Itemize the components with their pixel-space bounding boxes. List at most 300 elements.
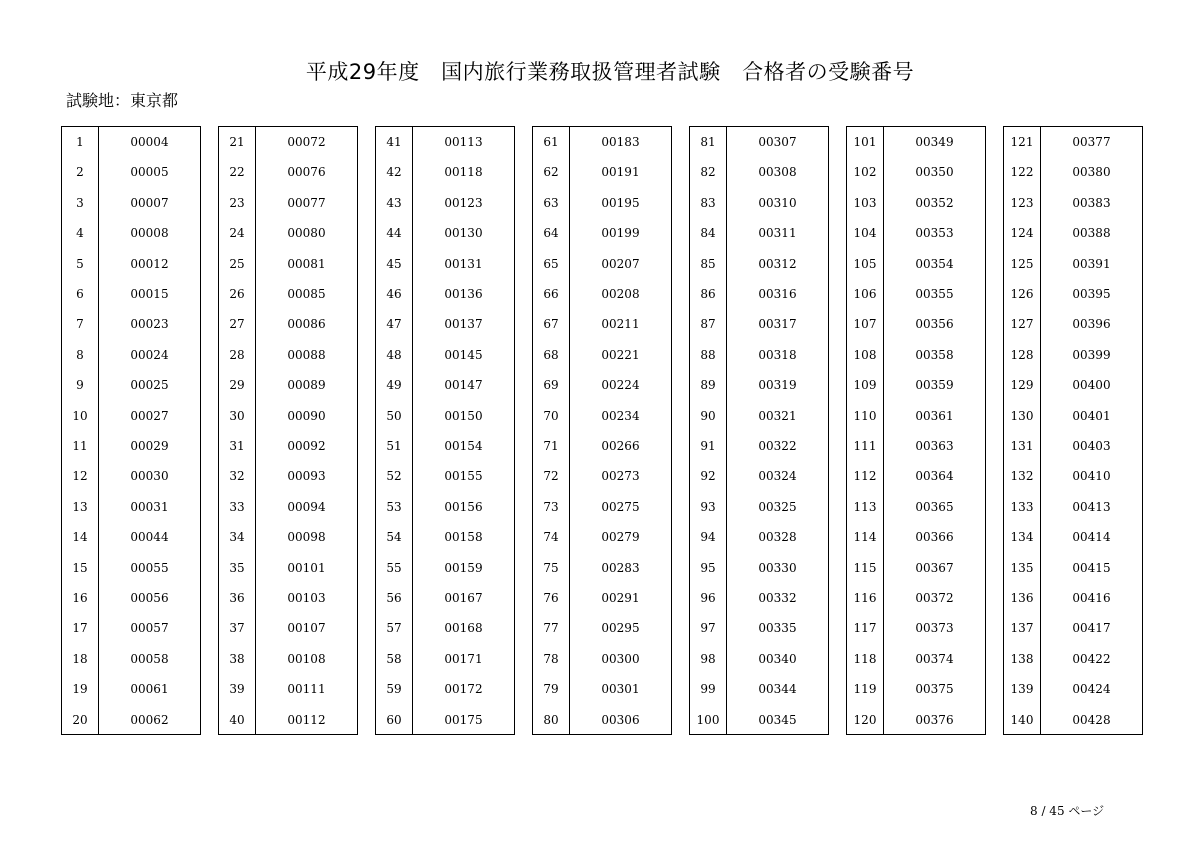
row-index: 97 (700, 621, 716, 636)
row-index: 78 (543, 651, 559, 666)
table-row (690, 705, 828, 735)
row-index: 85 (700, 256, 716, 271)
table-row (690, 522, 828, 552)
exam-number: 00234 (601, 408, 640, 423)
exam-number: 00111 (287, 682, 326, 697)
exam-number: 00175 (444, 712, 483, 727)
table-row (533, 674, 671, 704)
exam-number: 00358 (915, 347, 954, 362)
table-row (62, 309, 200, 339)
row-index: 51 (386, 439, 402, 453)
number-column (846, 126, 986, 735)
table-row (219, 431, 357, 461)
row-index: 107 (853, 317, 877, 332)
row-index: 91 (700, 439, 716, 453)
exam-number: 00308 (758, 165, 797, 180)
exam-number: 00093 (287, 469, 326, 484)
exam-number: 00005 (130, 165, 169, 180)
exam-number: 00057 (130, 621, 169, 636)
exam-number: 00324 (758, 469, 797, 484)
exam-number: 00316 (758, 287, 797, 301)
exam-number: 00076 (287, 165, 326, 180)
exam-number: 00349 (915, 135, 954, 149)
row-index: 106 (853, 287, 877, 301)
exam-number: 00403 (1072, 439, 1111, 453)
exam-number: 00015 (130, 287, 169, 301)
table-row (62, 188, 200, 218)
table-row (62, 705, 200, 735)
table-row (376, 431, 514, 461)
table-row (376, 370, 514, 400)
row-index: 47 (386, 317, 402, 332)
row-index: 87 (700, 317, 716, 332)
row-index: 113 (853, 499, 877, 514)
row-index: 38 (229, 651, 245, 666)
row-index: 120 (853, 712, 877, 727)
exam-number: 00366 (915, 530, 954, 545)
row-index: 56 (386, 591, 402, 605)
table-row (847, 644, 985, 674)
table-row (1004, 309, 1142, 339)
row-index: 94 (700, 530, 716, 545)
table-row (690, 431, 828, 461)
row-index: 46 (386, 287, 402, 301)
row-index: 35 (229, 560, 245, 575)
exam-number: 00354 (915, 256, 954, 271)
exam-number: 00113 (444, 135, 483, 149)
table-row (1004, 370, 1142, 400)
exam-number: 00322 (758, 439, 797, 453)
table-row (847, 583, 985, 613)
table-row (219, 492, 357, 522)
table-row (1004, 401, 1142, 431)
table-row (219, 644, 357, 674)
table-row (62, 401, 200, 431)
row-index: 45 (386, 256, 402, 271)
table-row (376, 340, 514, 370)
row-index: 72 (543, 469, 559, 484)
exam-number: 00092 (287, 439, 326, 453)
row-index: 75 (543, 560, 559, 575)
table-row (690, 674, 828, 704)
row-index: 60 (386, 712, 402, 727)
exam-number: 00044 (130, 530, 169, 545)
exam-number: 00325 (758, 499, 797, 514)
row-index: 74 (543, 530, 559, 545)
row-index: 86 (700, 287, 716, 301)
row-index: 130 (1010, 408, 1034, 423)
row-index: 71 (543, 439, 559, 453)
table-row (1004, 218, 1142, 248)
exam-number: 00279 (601, 530, 640, 545)
row-index: 109 (853, 378, 877, 393)
exam-number: 00391 (1072, 256, 1111, 271)
row-index: 6 (76, 287, 84, 301)
table-row (847, 249, 985, 279)
exam-number: 00199 (601, 226, 640, 241)
row-index: 49 (386, 378, 402, 393)
row-index: 61 (543, 135, 559, 149)
row-index: 101 (853, 135, 877, 149)
row-index: 99 (700, 682, 716, 697)
exam-number: 00319 (758, 378, 797, 393)
row-index: 42 (386, 165, 402, 180)
table-row (533, 613, 671, 643)
exam-number: 00422 (1072, 651, 1111, 666)
table-row (62, 279, 200, 309)
exam-number: 00167 (444, 591, 483, 605)
row-index: 136 (1010, 591, 1034, 605)
table-row (376, 553, 514, 583)
exam-number: 00090 (287, 408, 326, 423)
exam-number: 00363 (915, 439, 954, 453)
table-row (219, 279, 357, 309)
row-index: 83 (700, 195, 716, 210)
row-index: 70 (543, 408, 559, 423)
exam-number: 00415 (1072, 560, 1111, 575)
row-index: 89 (700, 378, 716, 393)
table-row (847, 522, 985, 552)
row-index: 96 (700, 591, 716, 605)
exam-location: 試験地：東京都 (66, 91, 179, 110)
table-row (533, 461, 671, 491)
table-row (62, 613, 200, 643)
exam-number: 00101 (287, 560, 326, 575)
exam-number: 00025 (130, 378, 169, 393)
exam-number: 00312 (758, 256, 797, 271)
exam-number: 00159 (444, 560, 483, 575)
row-index: 32 (229, 469, 245, 484)
exam-number: 00414 (1072, 530, 1111, 545)
exam-number: 00098 (287, 530, 326, 545)
row-index: 121 (1010, 135, 1034, 149)
exam-number: 00118 (444, 165, 483, 180)
table-row (62, 157, 200, 187)
exam-number: 00424 (1072, 682, 1111, 697)
row-index: 50 (386, 408, 402, 423)
table-row (1004, 279, 1142, 309)
row-index: 25 (229, 256, 245, 271)
table-row (690, 218, 828, 248)
exam-number: 00023 (130, 317, 169, 332)
row-index: 58 (386, 651, 402, 666)
row-index: 67 (543, 317, 559, 332)
row-index: 16 (72, 591, 88, 605)
row-index: 43 (386, 195, 402, 210)
table-row (690, 309, 828, 339)
table-row (1004, 340, 1142, 370)
table-row (376, 218, 514, 248)
row-index: 9 (76, 378, 84, 393)
exam-number: 00137 (444, 317, 483, 332)
table-row (847, 674, 985, 704)
row-index: 66 (543, 287, 559, 301)
exam-number: 00428 (1072, 712, 1111, 727)
table-row (1004, 127, 1142, 157)
row-index: 125 (1010, 256, 1034, 271)
number-column (1003, 126, 1143, 735)
exam-number: 00335 (758, 621, 797, 636)
exam-number: 00376 (915, 712, 954, 727)
row-index: 36 (229, 591, 245, 605)
table-row (219, 553, 357, 583)
row-index: 138 (1010, 651, 1034, 666)
table-row (219, 674, 357, 704)
row-index: 39 (229, 682, 245, 697)
exam-number: 00103 (287, 591, 326, 605)
table-row (376, 492, 514, 522)
exam-number: 00150 (444, 408, 483, 423)
table-row (1004, 583, 1142, 613)
table-row (376, 279, 514, 309)
row-index: 82 (700, 165, 716, 180)
exam-number: 00123 (444, 195, 483, 210)
exam-number: 00400 (1072, 378, 1111, 393)
exam-number: 00353 (915, 226, 954, 241)
exam-number: 00221 (601, 347, 640, 362)
row-index: 44 (386, 226, 402, 241)
row-index: 54 (386, 530, 402, 545)
exam-number: 00211 (601, 317, 640, 332)
row-index: 77 (543, 621, 559, 636)
table-row (847, 431, 985, 461)
exam-number: 00004 (130, 135, 169, 149)
row-index: 90 (700, 408, 716, 423)
page-number: 8 / 45 ページ (1030, 804, 1105, 818)
row-index: 28 (229, 347, 245, 362)
exam-number: 00058 (130, 651, 169, 666)
table-row (219, 370, 357, 400)
row-index: 30 (229, 408, 245, 423)
exam-number: 00410 (1072, 469, 1111, 484)
row-index: 62 (543, 165, 559, 180)
table-row (1004, 674, 1142, 704)
exam-number: 00208 (601, 287, 640, 301)
exam-number: 00029 (130, 439, 169, 453)
row-index: 76 (543, 591, 559, 605)
row-index: 14 (72, 530, 88, 545)
table-row (62, 583, 200, 613)
table-row (62, 218, 200, 248)
page-title: 平成29年度 国内旅行業務取扱管理者試験 合格者の受験番号 (305, 60, 915, 84)
table-row (1004, 613, 1142, 643)
row-index: 8 (76, 347, 84, 362)
table-row (376, 157, 514, 187)
row-index: 117 (853, 621, 877, 636)
exam-number: 00332 (758, 591, 797, 605)
row-index: 31 (229, 439, 245, 453)
exam-number: 00055 (130, 560, 169, 575)
table-row (62, 492, 200, 522)
table-row (847, 309, 985, 339)
table-row (533, 553, 671, 583)
row-index: 126 (1010, 287, 1034, 301)
row-index: 110 (853, 408, 877, 423)
table-row (376, 127, 514, 157)
table-row (219, 309, 357, 339)
exam-number: 00388 (1072, 226, 1111, 241)
exam-number: 00330 (758, 560, 797, 575)
row-index: 18 (72, 651, 88, 666)
row-index: 7 (76, 317, 84, 332)
exam-number: 00352 (915, 195, 954, 210)
table-row (690, 644, 828, 674)
table-row (847, 705, 985, 735)
exam-number: 00321 (758, 408, 797, 423)
row-index: 65 (543, 256, 559, 271)
row-index: 12 (72, 469, 88, 484)
exam-number: 00077 (287, 195, 326, 210)
table-row (690, 370, 828, 400)
row-index: 131 (1010, 439, 1034, 453)
table-row (219, 127, 357, 157)
exam-number: 00317 (758, 317, 797, 332)
exam-number: 00156 (444, 499, 483, 514)
row-index: 139 (1010, 682, 1034, 697)
table-row (376, 644, 514, 674)
row-index: 15 (72, 560, 88, 575)
exam-number: 00383 (1072, 195, 1111, 210)
exam-number: 00344 (758, 682, 797, 697)
table-row (533, 522, 671, 552)
exam-number: 00081 (287, 256, 326, 271)
row-index: 100 (696, 712, 720, 727)
row-index: 33 (229, 499, 245, 514)
row-index: 123 (1010, 195, 1034, 210)
table-row (376, 188, 514, 218)
table-row (1004, 492, 1142, 522)
table-row (62, 340, 200, 370)
row-index: 79 (543, 682, 559, 697)
row-index: 98 (700, 651, 716, 666)
exam-number: 00147 (444, 378, 483, 393)
exam-number: 00154 (444, 439, 483, 453)
table-row (62, 431, 200, 461)
row-index: 133 (1010, 499, 1034, 514)
row-index: 64 (543, 226, 559, 241)
row-index: 3 (76, 195, 84, 210)
table-row (690, 583, 828, 613)
row-index: 128 (1010, 347, 1034, 362)
exam-number: 00399 (1072, 347, 1111, 362)
table-row (690, 279, 828, 309)
row-index: 80 (543, 712, 559, 727)
table-row (219, 188, 357, 218)
table-row (1004, 553, 1142, 583)
exam-number: 00145 (444, 347, 483, 362)
table-row (533, 309, 671, 339)
table-row (376, 249, 514, 279)
table-row (219, 218, 357, 248)
table-row (219, 461, 357, 491)
exam-number: 00062 (130, 712, 169, 727)
row-index: 41 (386, 135, 402, 149)
exam-number: 00359 (915, 378, 954, 393)
row-index: 132 (1010, 469, 1034, 484)
exam-number: 00107 (287, 621, 326, 636)
exam-number: 00224 (601, 378, 640, 393)
number-column (61, 126, 201, 735)
row-index: 37 (229, 621, 245, 636)
row-index: 59 (386, 682, 402, 697)
exam-number: 00401 (1072, 408, 1111, 423)
exam-number: 00395 (1072, 287, 1111, 301)
row-index: 104 (853, 226, 877, 241)
exam-number: 00375 (915, 682, 954, 697)
table-row (376, 522, 514, 552)
row-index: 69 (543, 378, 559, 393)
exam-number: 00056 (130, 591, 169, 605)
row-index: 111 (853, 439, 877, 453)
exam-number: 00416 (1072, 591, 1111, 605)
row-index: 17 (72, 621, 88, 636)
exam-number: 00027 (130, 408, 169, 423)
table-row (847, 461, 985, 491)
table-row (219, 340, 357, 370)
exam-number: 00291 (601, 591, 640, 605)
table-row (219, 583, 357, 613)
table-row (62, 461, 200, 491)
table-row (847, 553, 985, 583)
table-row (533, 705, 671, 735)
row-index: 19 (72, 682, 88, 697)
row-index: 114 (853, 530, 877, 545)
table-row (1004, 705, 1142, 735)
exam-number: 00365 (915, 499, 954, 514)
exam-number: 00130 (444, 226, 483, 241)
table-row (847, 218, 985, 248)
table-row (847, 401, 985, 431)
row-index: 88 (700, 347, 716, 362)
row-index: 27 (229, 317, 245, 332)
table-row (376, 674, 514, 704)
exam-number: 00311 (758, 226, 797, 241)
exam-number: 00086 (287, 317, 326, 332)
exam-number: 00355 (915, 287, 954, 301)
row-index: 127 (1010, 317, 1034, 332)
row-index: 24 (229, 226, 245, 241)
exam-number: 00094 (287, 499, 326, 514)
table-row (219, 613, 357, 643)
exam-number: 00328 (758, 530, 797, 545)
row-index: 13 (72, 499, 88, 514)
number-column (375, 126, 515, 735)
row-index: 134 (1010, 530, 1034, 545)
exam-number: 00008 (130, 226, 169, 241)
table-row (533, 218, 671, 248)
table-row (219, 249, 357, 279)
row-index: 57 (386, 621, 402, 636)
exam-number: 00171 (444, 651, 483, 666)
table-row (376, 583, 514, 613)
row-index: 48 (386, 347, 402, 362)
row-index: 124 (1010, 226, 1034, 241)
row-index: 29 (229, 378, 245, 393)
table-row (847, 613, 985, 643)
table-row (533, 431, 671, 461)
table-row (1004, 431, 1142, 461)
row-index: 11 (72, 439, 88, 453)
row-index: 21 (229, 135, 245, 149)
table-row (62, 674, 200, 704)
row-index: 55 (386, 560, 402, 575)
exam-number: 00340 (758, 651, 797, 666)
table-row (1004, 157, 1142, 187)
table-row (533, 401, 671, 431)
table-row (690, 249, 828, 279)
exam-number: 00195 (601, 195, 640, 210)
exam-number: 00356 (915, 317, 954, 332)
